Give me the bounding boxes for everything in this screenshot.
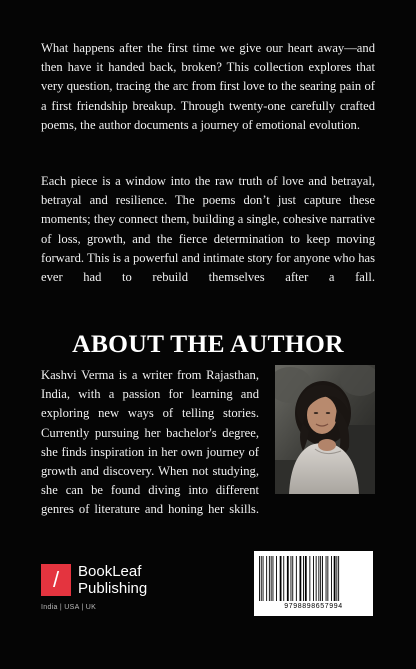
barcode-bar [327, 556, 328, 601]
barcode-bar [273, 556, 274, 601]
publisher-name-line1: BookLeaf [78, 563, 142, 580]
isbn-number: 9798898657994 [284, 603, 343, 610]
barcode-icon [258, 556, 369, 601]
barcode-bar [296, 556, 297, 601]
barcode-bar [300, 556, 302, 601]
barcode-bar [259, 556, 260, 601]
barcode-bar [322, 556, 323, 601]
publisher-name [78, 563, 147, 597]
barcode-bar [336, 556, 337, 601]
barcode-bar [280, 556, 282, 601]
publisher-name-line2: Publishing [78, 580, 148, 597]
barcode-bar [309, 556, 310, 601]
barcode-bar [326, 556, 327, 601]
publisher-logo [41, 564, 201, 626]
barcode-bar [276, 556, 277, 601]
barcode-bar [305, 556, 307, 601]
barcode-bar [271, 556, 272, 601]
publisher-tagline: India | USA | UK [41, 604, 97, 611]
barcode-bar [269, 556, 270, 601]
barcode-bar [263, 556, 264, 601]
blurb-paragraph-1: What happens after the first time we give our heart away—and then have it handed back, broken? This collection explores that very question, tracing the arc from first love to the searing pain of a first friendship breakup. Through twenty-one carefully crafted poems, the author documents a journey of emotional evolution. [41, 41, 375, 132]
barcode-bar [331, 556, 332, 601]
barcode-bar [316, 556, 317, 601]
isbn-barcode [254, 551, 373, 616]
barcode-bar [338, 556, 339, 601]
barcode-bar [303, 556, 304, 601]
barcode-bar [292, 556, 293, 601]
barcode-bar [313, 556, 314, 601]
barcode-bar [320, 556, 321, 601]
author-portrait-image [275, 365, 375, 494]
barcode-bar [261, 556, 262, 601]
author-photo [275, 365, 375, 494]
about-author-heading: ABOUT THE AUTHOR [72, 329, 344, 358]
publisher-mark-icon: / [41, 564, 71, 596]
blurb-paragraph-2: Each piece is a window into the raw truth of love and betrayal, betrayal and resilience. The poems don’t just capture these moments; they connect them, building a single, cohesive narrative of loss, growth, and the fierce determination to keep moving forward. This is a powerful and intimate story for anyone who has ever had to rebuild themselves after a fall. [41, 174, 375, 285]
barcode-bar [266, 556, 267, 601]
barcode-bar [287, 556, 289, 601]
barcode-bar [318, 556, 319, 601]
barcode-bar [291, 556, 292, 601]
barcode-bar [283, 556, 284, 601]
author-bio: Kashvi Verma is a writer from Rajasthan, India, with a passion for learning and exploring new ways of telling stories. Currently pursuing her bachelor's degree, she finds inspiration in her own journey of growth and discovery. When not studying, she can be found diving into different genres of literature and honing her skills. [41, 368, 259, 517]
barcode-bar [334, 556, 336, 601]
